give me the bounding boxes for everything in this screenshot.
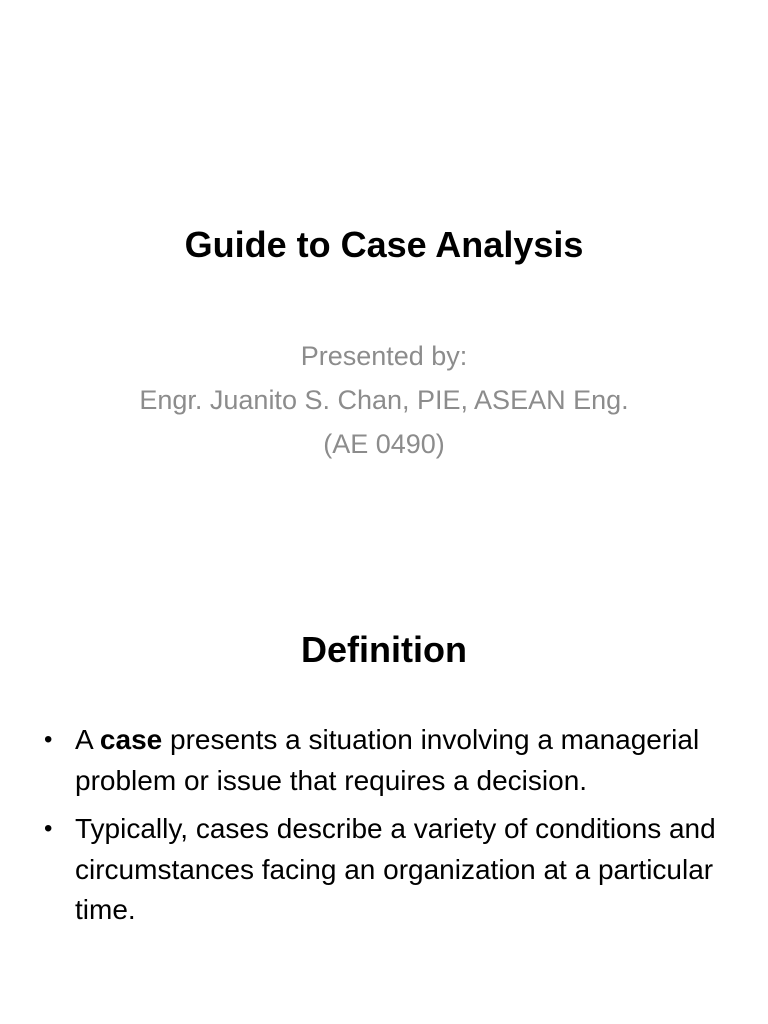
- bullet-item: [44, 809, 734, 931]
- definition-bullet-list: [44, 720, 734, 939]
- slide-subtitle: [0, 334, 768, 466]
- bullet-item: [44, 720, 734, 801]
- presenter-label: Presented by:: [300, 341, 468, 371]
- bullet-text: Typically, cases describe a variety of conditions and circumstances facing an organization at a particular time.: [75, 813, 716, 925]
- presenter-id: (AE 0490): [323, 429, 445, 459]
- bullet-text-rest: presents a situation involving a managerial problem or issue that requires a decision.: [75, 724, 700, 796]
- bullet-dot-icon: •: [44, 815, 53, 842]
- slide-title-heading: Guide to Case Analysis: [184, 224, 584, 265]
- bullet-bold-term: case: [99, 724, 163, 755]
- bullet-text-prefix: A: [75, 724, 100, 755]
- presenter-name: Engr. Juanito S. Chan, PIE, ASEAN Eng.: [139, 385, 629, 415]
- bullet-dot-icon: •: [44, 726, 53, 753]
- definition-heading: Definition: [301, 629, 467, 670]
- slide-definition: [0, 512, 768, 1024]
